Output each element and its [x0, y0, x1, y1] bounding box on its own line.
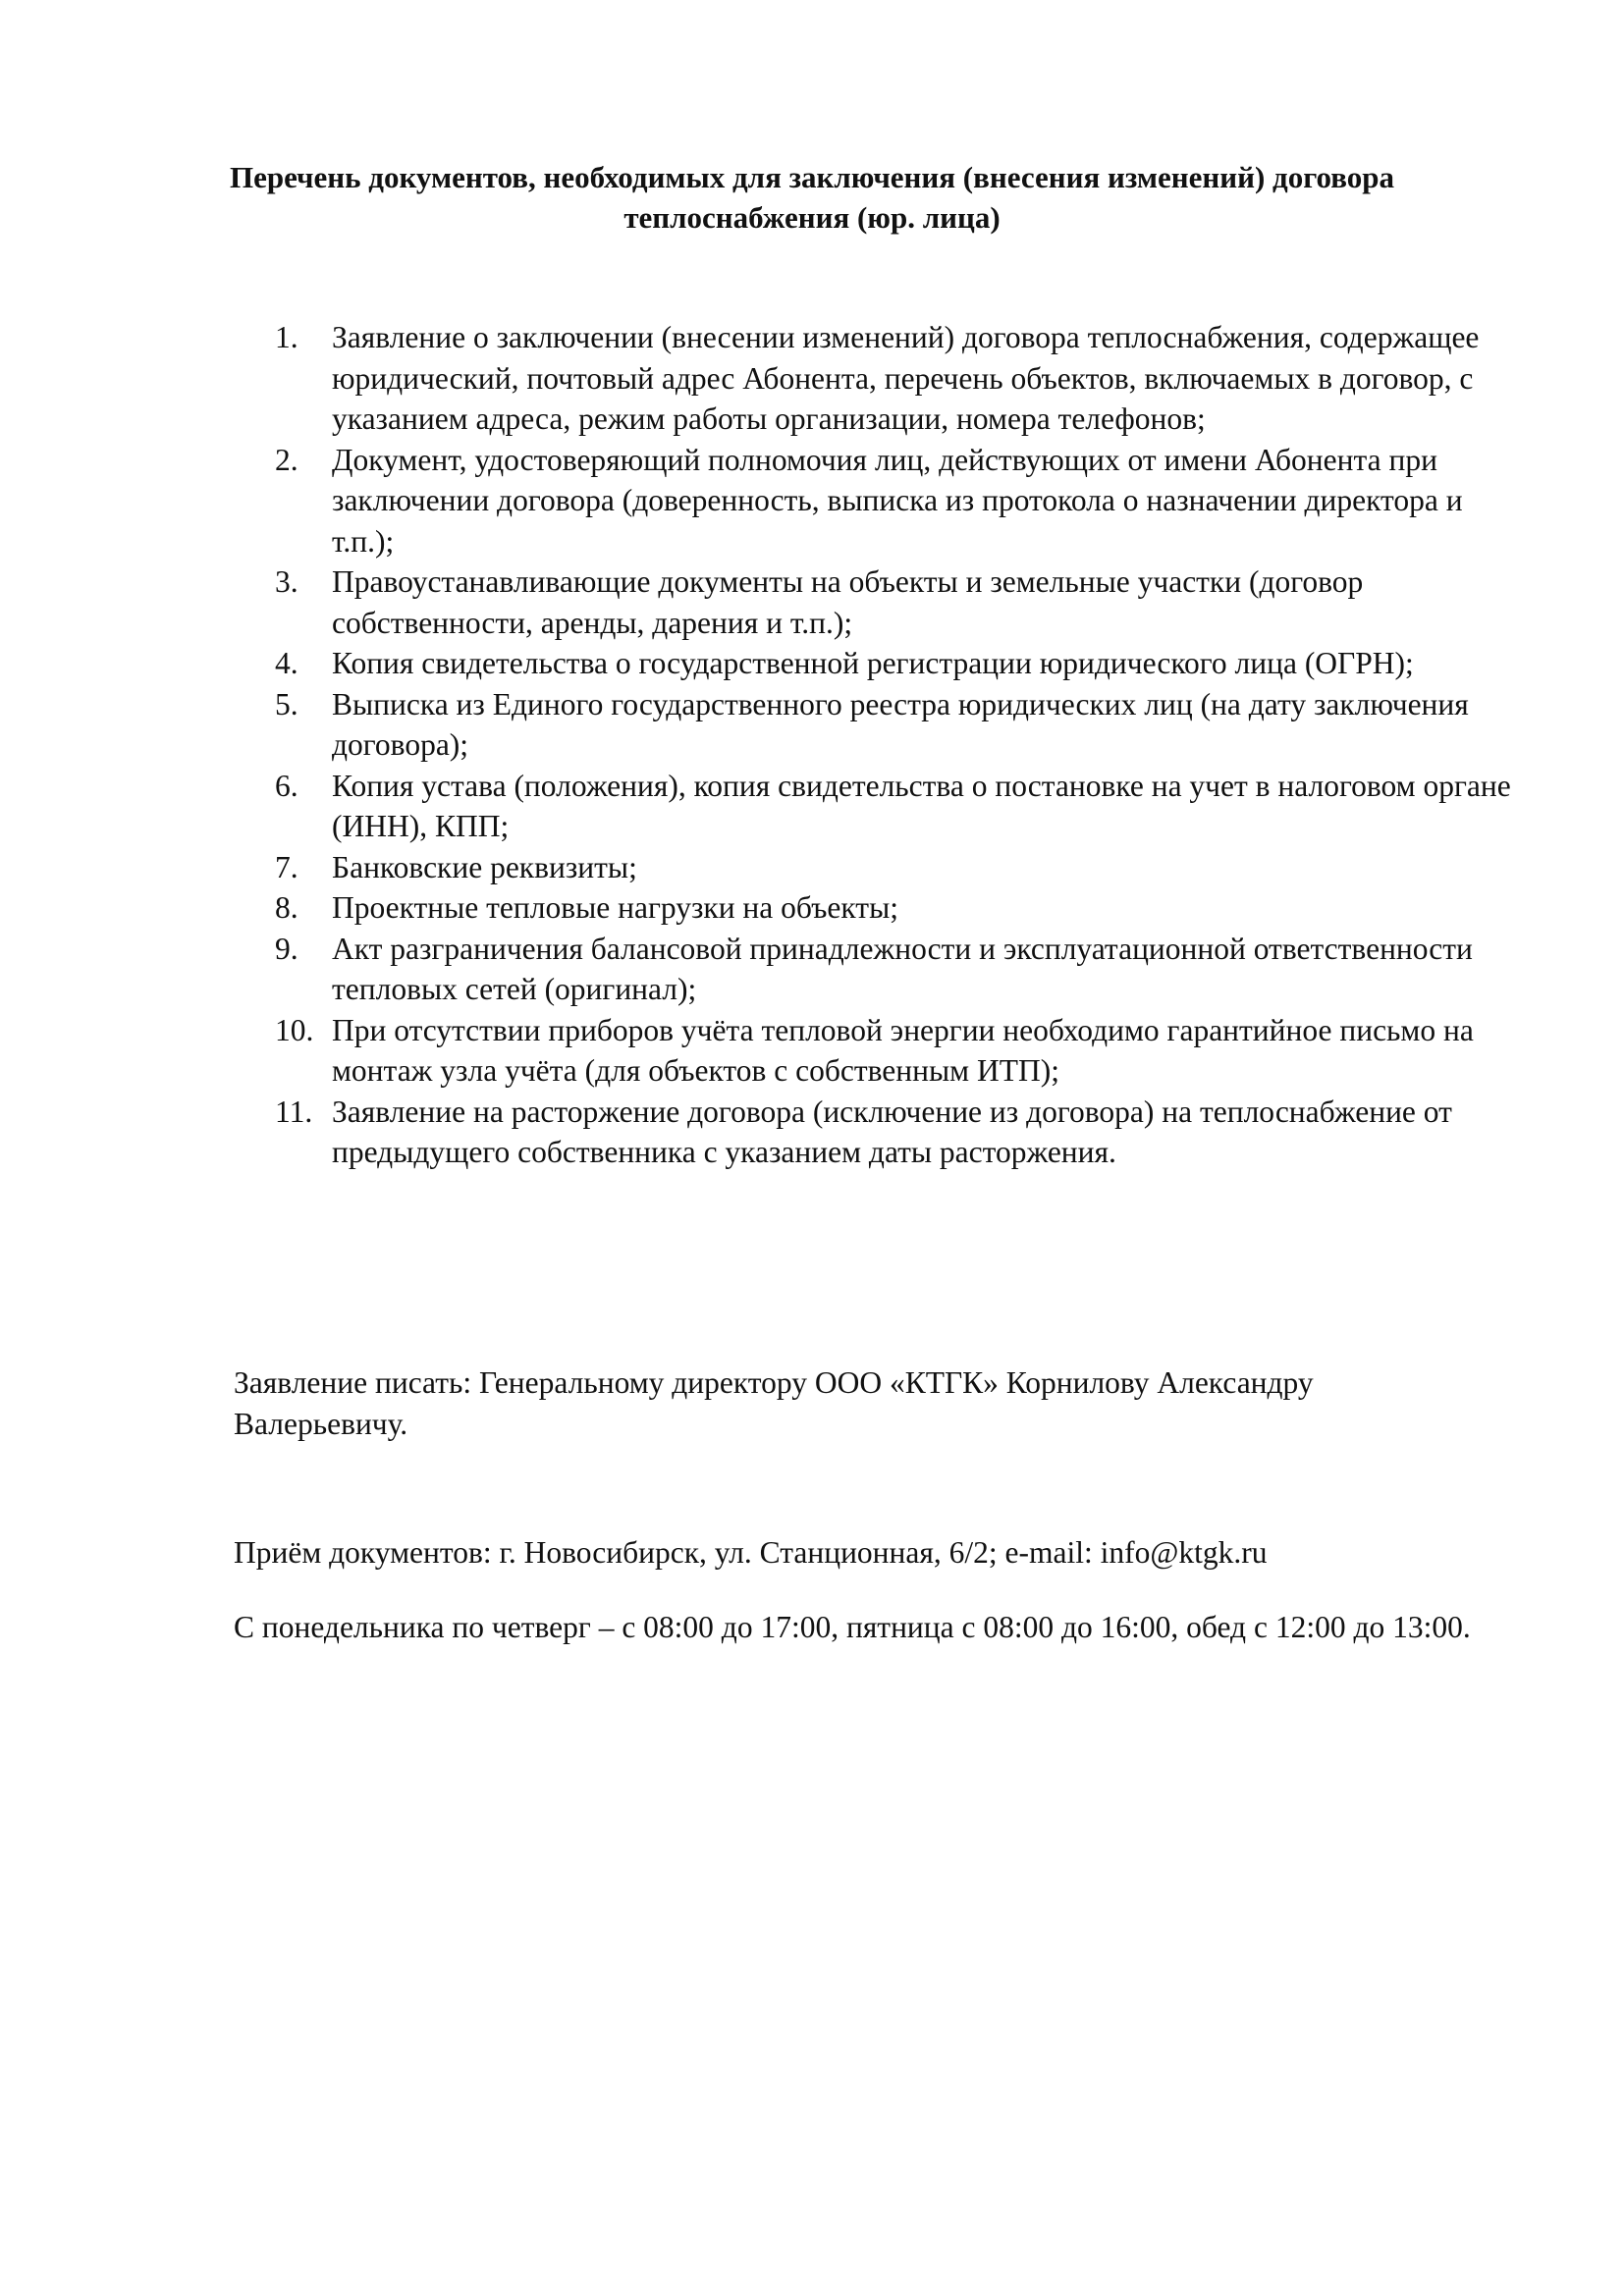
- item-number: 11.: [275, 1094, 313, 1129]
- list-item: [275, 643, 1512, 684]
- reception-address-paragraph: Приём документов: г. Новосибирск, ул. Станционная, 6/2; e-mail: info@ktgk.ru: [234, 1535, 1268, 1570]
- list-item: [275, 440, 1512, 562]
- list-item: [275, 887, 1512, 929]
- item-text: Заявление на расторжение договора (исключение из договора) на теплоснабжение от предыдущего собственника с указанием даты расторжения.: [332, 1094, 1452, 1169]
- item-text: Копия свидетельства о государственной регистрации юридического лица (ОГРН);: [332, 646, 1414, 680]
- item-text: При отсутствии приборов учёта тепловой энергии необходимо гарантийное письмо на монтаж узла учёта (для объектов с собственным ИТП);: [332, 1012, 1474, 1088]
- list-item: [275, 847, 1512, 888]
- list-item: [275, 766, 1512, 847]
- item-number: 4.: [275, 646, 298, 680]
- statement-recipient-paragraph: Заявление писать: Генеральному директору ООО «КТГК» Корнилову Александру Валерьевичу.: [234, 1365, 1314, 1441]
- item-number: 9.: [275, 931, 298, 966]
- list-item: [275, 929, 1512, 1010]
- item-number: 1.: [275, 320, 298, 354]
- list-item: [275, 1010, 1512, 1092]
- documents-list: [275, 317, 1512, 1173]
- list-item: [275, 684, 1512, 766]
- item-text: Документ, удостоверяющий полномочия лиц, действующих от имени Абонента при заключении договора (доверенность, выписка из протокола о назначении директора и т.п.);: [332, 442, 1463, 559]
- list-item: [275, 561, 1512, 643]
- item-number: 5.: [275, 686, 298, 721]
- working-hours-paragraph: С понедельника по четверг – с 08:00 до 17:00, пятница с 08:00 до 16:00, обед с 12:00 до 13:00.: [234, 1610, 1471, 1644]
- item-text: Проектные тепловые нагрузки на объекты;: [332, 890, 898, 925]
- item-text: Правоустанавливающие документы на объекты и земельные участки (договор собственности, аренды, дарения и т.п.);: [332, 564, 1364, 640]
- item-number: 8.: [275, 890, 298, 925]
- item-number: 6.: [275, 768, 298, 803]
- item-number: 7.: [275, 849, 298, 884]
- item-text: Заявление о заключении (внесении изменений) договора теплоснабжения, содержащее юридический, почтовый адрес Абонента, перечень объектов, включаемых в договор, с указанием адреса, режим работы организации, номера телефонов;: [332, 320, 1480, 436]
- list-item: [275, 317, 1512, 440]
- item-text: Выписка из Единого государственного реестра юридических лиц (на дату заключения договора);: [332, 686, 1469, 762]
- item-text: Акт разграничения балансовой принадлежности и эксплуатационной ответственности тепловых сетей (оригинал);: [332, 931, 1473, 1006]
- item-number: 2.: [275, 442, 298, 477]
- item-text: Копия устава (положения), копия свидетельства о постановке на учет в налоговом органе (ИНН), КПП;: [332, 768, 1511, 843]
- item-text: Банковские реквизиты;: [332, 849, 637, 884]
- list-item: [275, 1092, 1512, 1173]
- item-number: 10.: [275, 1012, 314, 1047]
- document-title: Перечень документов, необходимых для заключения (внесения изменений) договора теплоснабжения (юр. лица): [229, 160, 1395, 235]
- item-number: 3.: [275, 564, 298, 599]
